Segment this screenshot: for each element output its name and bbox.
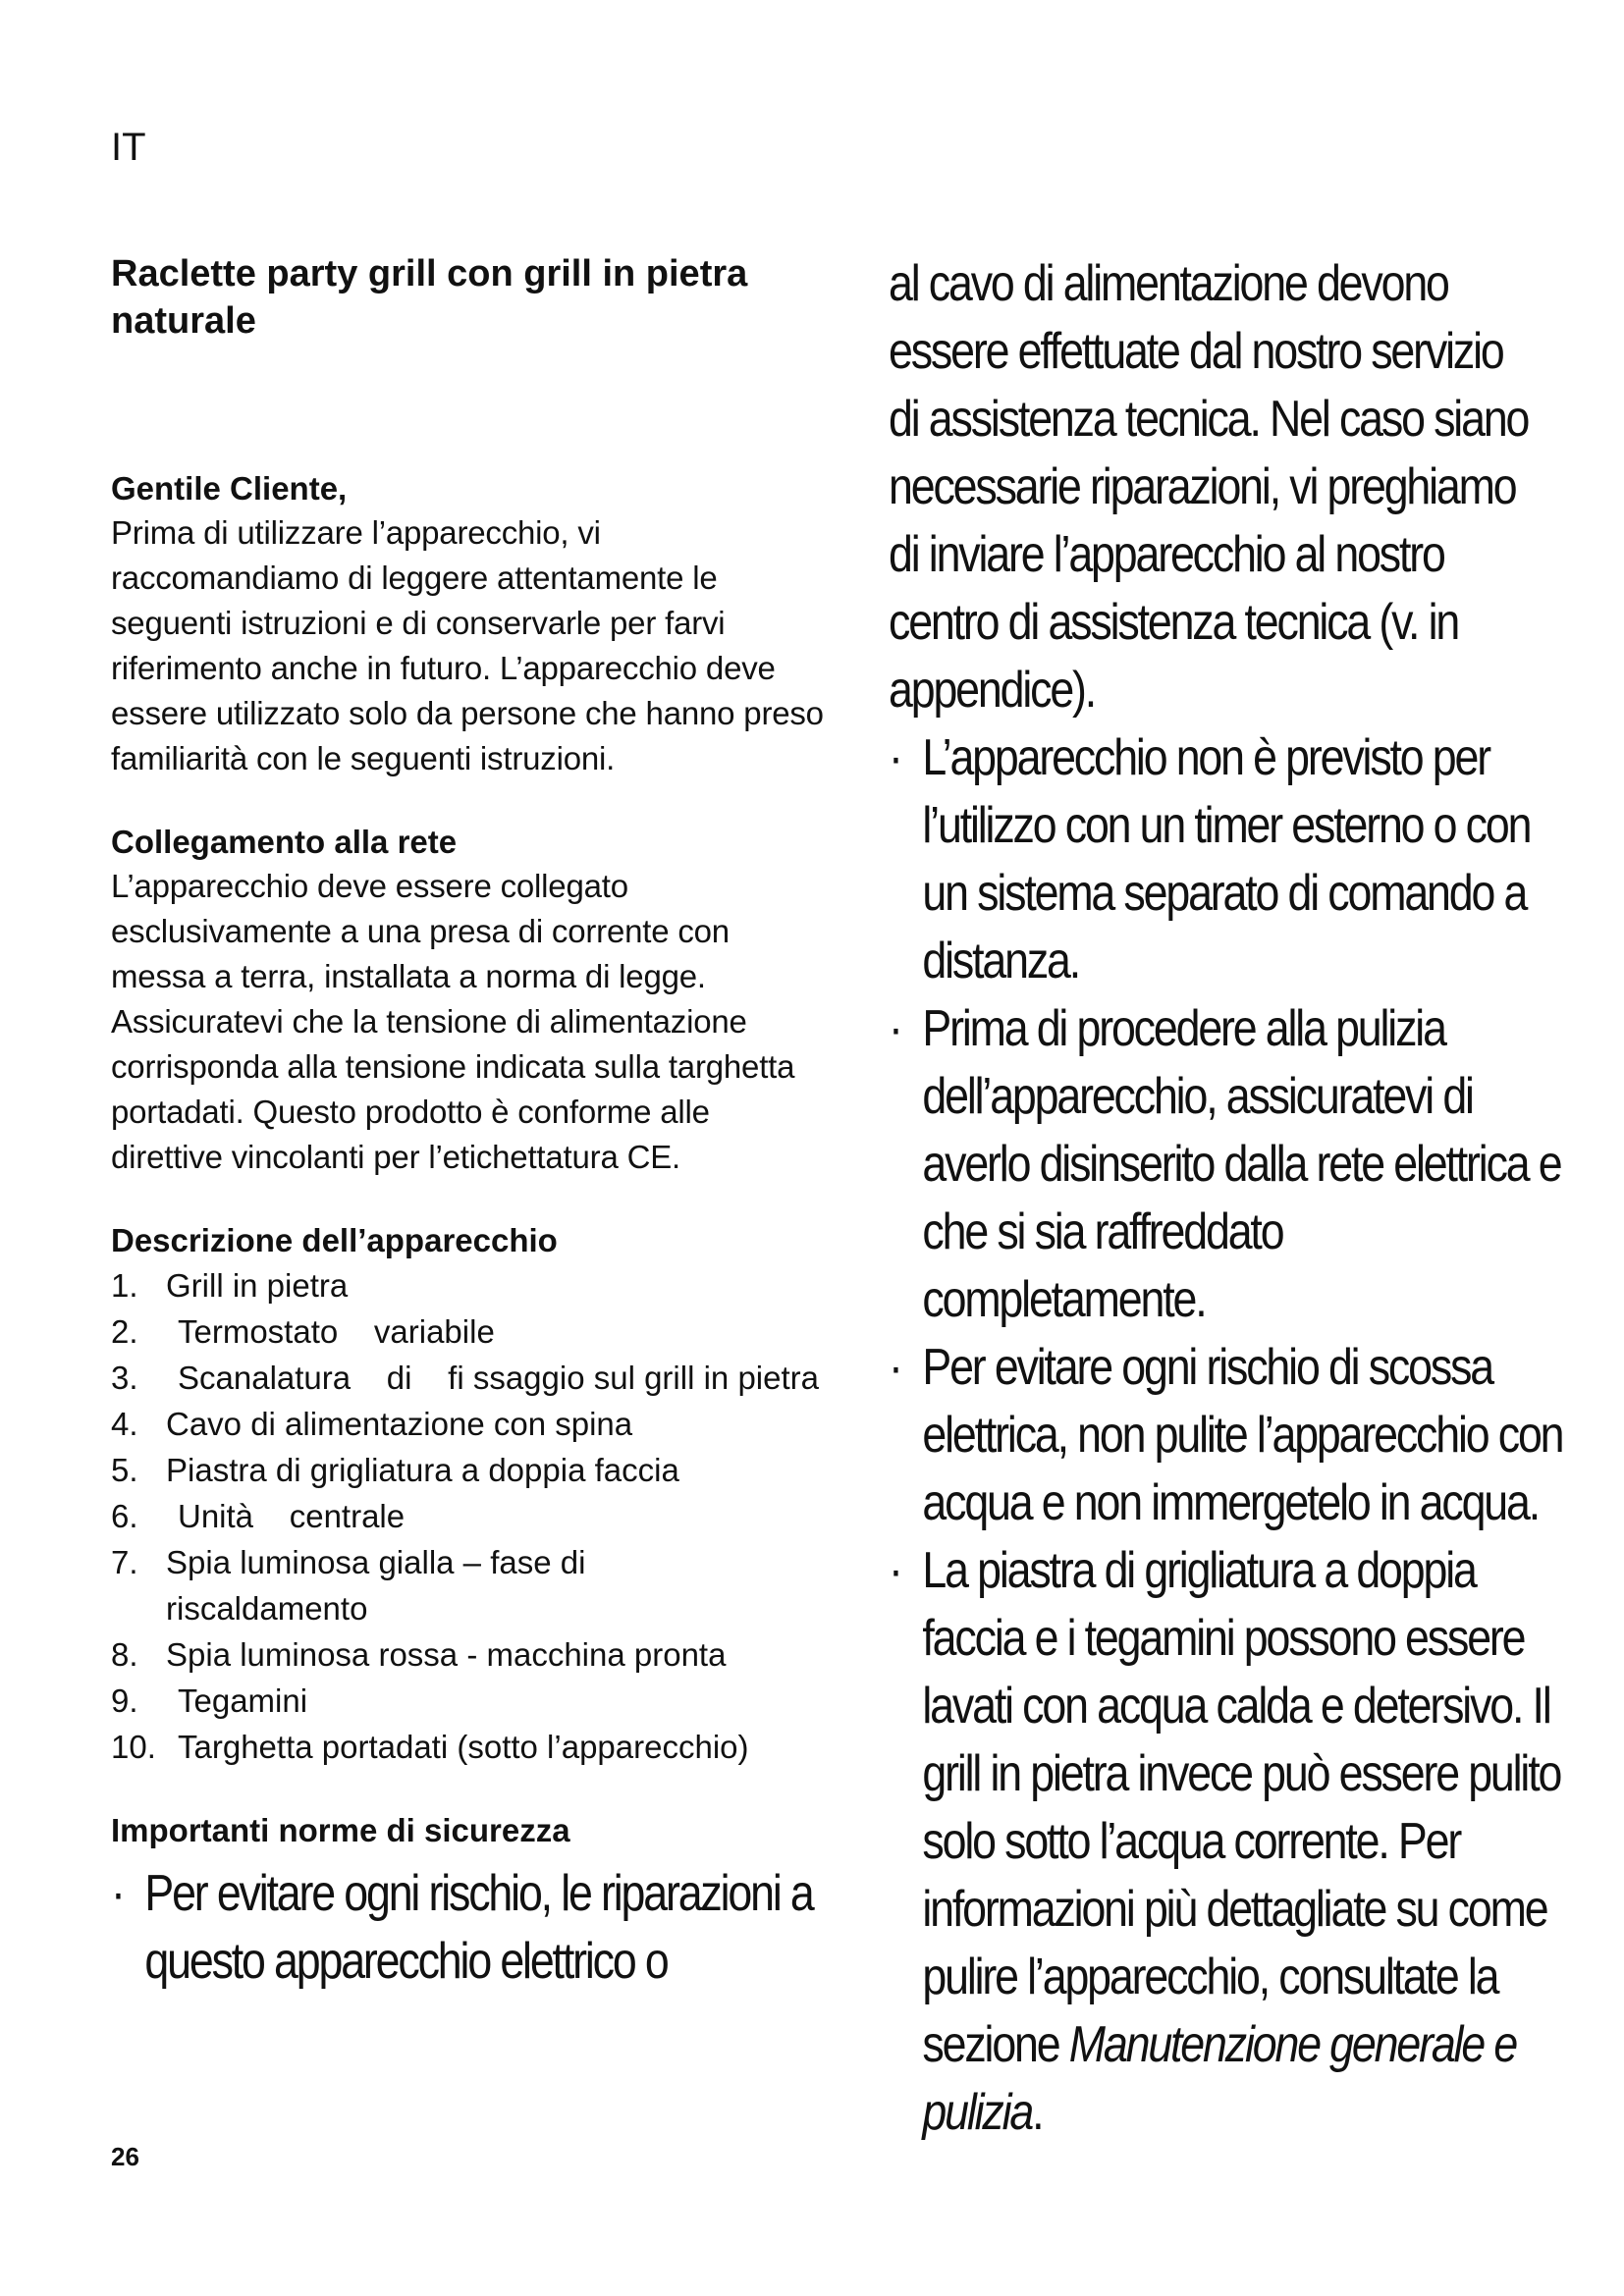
safety-item-3-text: Prima di procedere alla pulizia dell’apparecchio, assicuratevi di averlo disinserito dalla rete elettrica e che si sia raffreddato completamente. <box>922 1000 1561 1328</box>
item-number: 9. <box>111 1682 138 1719</box>
list-item <box>111 1262 828 1308</box>
item-text: Spia luminosa rossa - macchina pronta <box>166 1636 727 1673</box>
sentence-end: . <box>1032 2084 1043 2141</box>
bullet-icon: · <box>889 729 901 786</box>
greeting-section <box>111 467 828 781</box>
item-number: 8. <box>111 1636 138 1673</box>
list-item <box>111 1355 828 1401</box>
mains-section <box>111 821 828 1180</box>
bullet-icon: · <box>889 1000 901 1057</box>
safety-item-3 <box>889 995 1570 1334</box>
mains-body: L’apparecchio deve essere collegato esclusivamente a una presa di corrente con messa a terra, installata a norma di legge. Assicuratevi che la tensione di alimentazione corrisponda alla tensione indicata sulla targhetta portadati. Questo prodotto è conforme alle direttive vincolanti per l’etichettatura CE. <box>111 868 795 1175</box>
list-item <box>111 1631 828 1678</box>
item-text: Tegamini <box>178 1682 308 1719</box>
list-item <box>111 1447 828 1493</box>
item-text: Unità centrale <box>178 1498 406 1534</box>
maintenance-section-reference: Manutenzione generale e pulizia <box>922 2016 1517 2141</box>
right-column <box>889 250 1563 2147</box>
item-text: Cavo di alimentazione con spina <box>166 1406 633 1442</box>
list-item <box>111 1401 828 1447</box>
item-text: Targhetta portadati (sotto l’apparecchio) <box>178 1729 749 1765</box>
safety-item-1-continued: al cavo di alimentazione devono essere effettuate dal nostro servizio di assistenza tecnica. Nel caso siano necessarie riparazioni, vi preghiamo di inviare l’apparecchio al nostro centro di assistenza tecnica (v. in appendice). <box>889 255 1529 719</box>
item-number: 6. <box>111 1498 138 1534</box>
safety-item-5-text: La piastra di grigliatura a doppia faccia e i tegamini possono essere lavati con acqua calda e detersivo. Il grill in pietra invece può essere pulito solo sotto l’acqua corrente. Per informazioni più dettagliate su come pulire l’apparecchio, consultate la sezione <box>922 1542 1561 2073</box>
description-heading: Descrizione dell’apparecchio <box>111 1222 558 1258</box>
item-text: Grill in pietra <box>166 1267 349 1304</box>
bullet-icon: · <box>889 1339 901 1396</box>
item-text: Piastra di grigliatura a doppia faccia <box>166 1452 679 1488</box>
safety-item-1-text: Per evitare ogni rischio, le riparazioni a questo apparecchio elettrico o <box>144 1865 813 1990</box>
list-item <box>111 1539 828 1631</box>
document-title: Raclette party grill con grill in pietra naturale <box>111 253 748 342</box>
greeting-body: Prima di utilizzare l’apparecchio, vi raccomandiamo di leggere attentamente le seguenti istruzioni e di conservarle per farvi riferimento anche in futuro. L’apparecchio deve essere utilizzato solo da persone che hanno preso familiarità con le seguenti istruzioni. <box>111 514 824 776</box>
bullet-icon: · <box>889 1542 901 1599</box>
list-item <box>111 1308 828 1355</box>
description-section <box>111 1219 828 1770</box>
item-number: 2. <box>111 1313 138 1350</box>
bullet-icon: · <box>111 1865 124 1922</box>
greeting-heading: Gentile Cliente, <box>111 470 348 507</box>
item-number: 3. <box>111 1360 138 1396</box>
safety-heading: Importanti norme di sicurezza <box>111 1812 570 1848</box>
item-text: Scanalatura di fi ssaggio sul grill in pietra <box>178 1360 819 1396</box>
item-text: Spia luminosa gialla – fase di riscaldamento <box>166 1544 586 1627</box>
left-column <box>111 250 828 1996</box>
safety-item-2 <box>889 724 1570 995</box>
safety-section <box>111 1809 828 1996</box>
list-item <box>111 1493 828 1539</box>
safety-item-1-start <box>111 1860 860 1996</box>
safety-item-4-text: Per evitare ogni rischio di scossa elettrica, non pulite l’apparecchio con acqua e non immergetelo in acqua. <box>922 1339 1563 1531</box>
item-number: 10. <box>111 1729 156 1765</box>
safety-item-5 <box>889 1537 1570 2147</box>
item-number: 5. <box>111 1452 138 1488</box>
safety-item-4 <box>889 1334 1570 1537</box>
parts-list <box>111 1262 828 1770</box>
item-number: 4. <box>111 1406 138 1442</box>
item-number: 7. <box>111 1544 138 1580</box>
item-text: Termostato variabile <box>178 1313 495 1350</box>
list-item <box>111 1724 828 1770</box>
language-code: IT <box>111 126 146 169</box>
safety-item-2-text: L’apparecchio non è previsto per l’utilizzo con un timer esterno o con un sistema separato di comando a distanza. <box>922 729 1531 989</box>
page-number: 26 <box>111 2142 139 2171</box>
item-number: 1. <box>111 1267 138 1304</box>
list-item <box>111 1678 828 1724</box>
mains-heading: Collegamento alla rete <box>111 824 458 860</box>
